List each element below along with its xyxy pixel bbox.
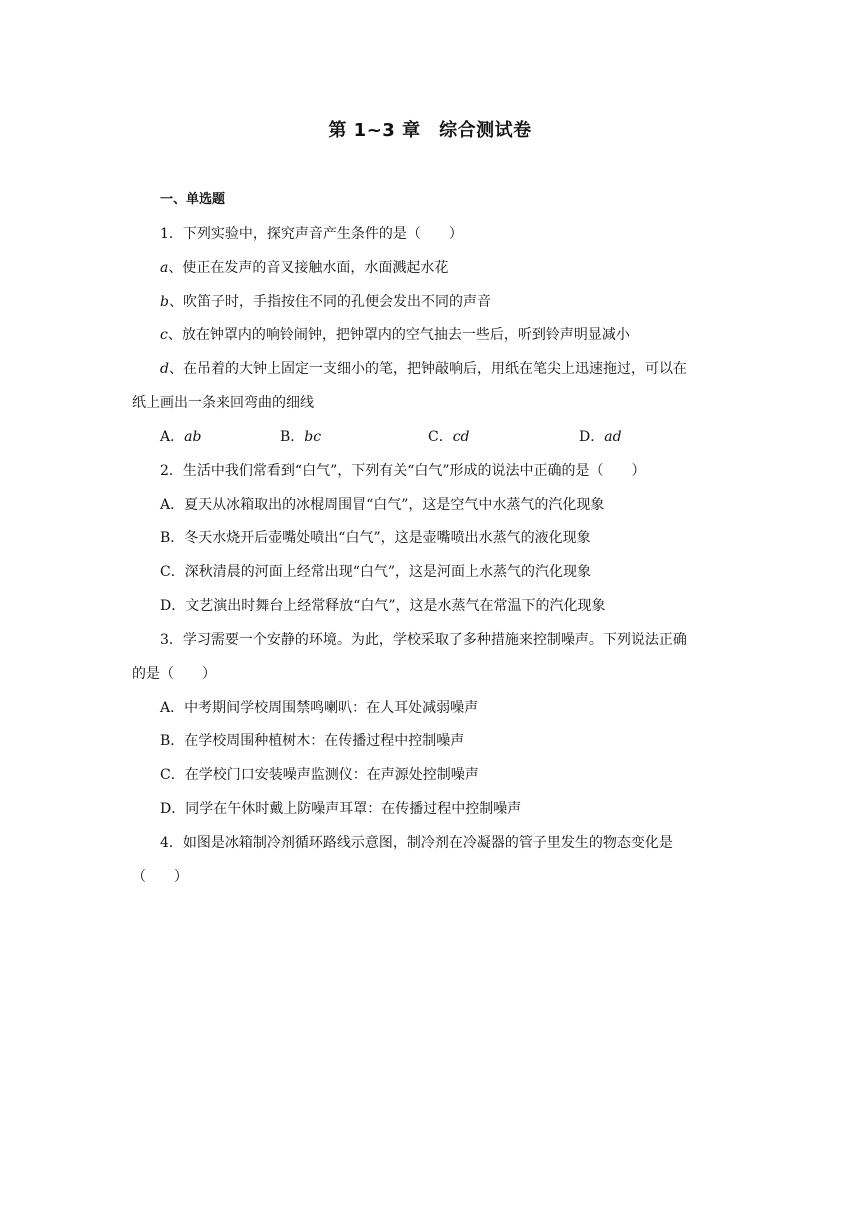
option-a [160, 427, 201, 447]
item-text: 、放在钟罩内的响铃闹钟，把钟罩内的空气抽去一些后，听到铃声明显减小 [167, 327, 630, 343]
option-b [280, 427, 321, 447]
question-3-stem: 3．学习需要一个安静的环境。为此，学校采取了多种措施来控制噪声。下列说法正确 [160, 632, 687, 648]
question-1-item-d-continued: 纸上画出一条来回弯曲的细线 [132, 395, 314, 411]
item-letter: c [160, 327, 168, 343]
question-3-option-a: A．中考期间学校周围禁鸣喇叭：在人耳处减弱噪声 [160, 700, 479, 716]
section-heading: 一、单选题 [160, 192, 226, 207]
question-1-options [160, 427, 740, 447]
option-value: cd [452, 429, 470, 445]
question-2-option-c: C．深秋清晨的河面上经常出现“白气”，这是河面上水蒸气的汽化现象 [160, 564, 592, 580]
question-4-stem-continued: （ ） [132, 869, 188, 885]
question-1-item-b [160, 292, 491, 312]
question-3-option-b: B．在学校周围种植树木：在传播过程中控制噪声 [160, 733, 465, 749]
question-2-option-a: A．夏天从冰箱取出的冰棍周围冒“白气”，这是空气中水蒸气的汽化现象 [160, 497, 605, 513]
option-label: B． [280, 429, 305, 445]
question-2-option-b: B．冬天水烧开后壶嘴处喷出“白气”，这是壶嘴喷出水蒸气的液化现象 [160, 530, 591, 546]
item-letter: b [160, 294, 169, 310]
item-text: 、吹笛子时，手指按住不同的孔便会发出不同的声音 [168, 294, 491, 310]
option-value: ad [604, 429, 622, 445]
option-label: A． [160, 429, 185, 445]
option-c [428, 427, 470, 447]
question-1-item-a [160, 258, 448, 278]
question-3-stem-continued: 的是（ ） [132, 666, 216, 682]
option-label: D． [579, 429, 605, 445]
question-1-item-c [160, 325, 630, 345]
option-d [579, 427, 622, 447]
question-1-item-d [160, 359, 687, 379]
question-2-stem: 2．生活中我们常看到“白气”，下列有关“白气”形成的说法中正确的是（ ） [160, 463, 646, 479]
item-text: 、使正在发声的音叉接触水面，水面溅起水花 [168, 260, 449, 276]
question-2-option-d: D．文艺演出时舞台上经常释放“白气”，这是水蒸气在常温下的汽化现象 [160, 598, 606, 614]
question-1-stem: 1．下列实验中，探究声音产生条件的是（ ） [160, 226, 463, 242]
item-letter: d [160, 361, 169, 377]
question-3-option-c: C．在学校门口安装噪声监测仪：在声源处控制噪声 [160, 767, 479, 783]
page-title: 第 1~3 章 综合测试卷 [328, 120, 532, 141]
option-value: bc [304, 429, 322, 445]
question-4-stem: 4．如图是冰箱制冷剂循环路线示意图，制冷剂在冷凝器的管子里发生的物态变化是 [160, 835, 673, 851]
question-3-option-d: D．同学在午休时戴上防噪声耳罩：在传播过程中控制噪声 [160, 801, 522, 817]
item-text: 、在吊着的大钟上固定一支细小的笔，把钟敲响后，用纸在笔尖上迅速拖过，可以在 [168, 361, 687, 377]
option-label: C． [428, 429, 453, 445]
option-value: ab [184, 429, 202, 445]
item-letter: a [160, 260, 169, 276]
